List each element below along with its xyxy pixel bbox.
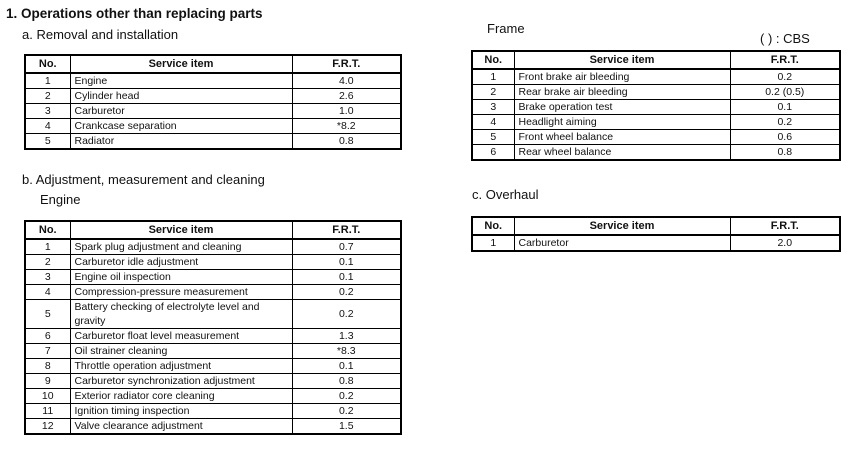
- row-number: 1: [25, 73, 70, 89]
- header-no: No.: [472, 217, 514, 235]
- service-item: Front brake air bleeding: [514, 69, 730, 85]
- header-frt: F.R.T.: [292, 55, 401, 73]
- service-item: Battery checking of electrolyte level and gravity: [70, 300, 292, 329]
- table-row: [472, 145, 840, 161]
- table-row: [472, 100, 840, 115]
- service-item: Carburetor float level measurement: [70, 329, 292, 344]
- frt-value: 0.8: [292, 134, 401, 150]
- service-item: Oil strainer cleaning: [70, 344, 292, 359]
- table-row: [472, 115, 840, 130]
- frt-value: 1.0: [292, 104, 401, 119]
- header-service-item: Service item: [514, 51, 730, 69]
- service-item: Compression-pressure measurement: [70, 285, 292, 300]
- row-number: 10: [25, 389, 70, 404]
- row-number: 1: [472, 235, 514, 251]
- header-frt: F.R.T.: [730, 51, 840, 69]
- table-row: [25, 374, 401, 389]
- row-number: 4: [25, 285, 70, 300]
- row-number: 11: [25, 404, 70, 419]
- table-row: [25, 73, 401, 89]
- section-c-title: c. Overhaul: [472, 187, 539, 202]
- service-item: Valve clearance adjustment: [70, 419, 292, 435]
- frt-value: 0.2: [292, 389, 401, 404]
- removal-installation-table: [24, 54, 402, 150]
- row-number: 5: [25, 300, 70, 329]
- service-item: Front wheel balance: [514, 130, 730, 145]
- frt-value: *8.2: [292, 119, 401, 134]
- frt-value: 0.1: [292, 270, 401, 285]
- service-item: Engine: [70, 73, 292, 89]
- header-frt: F.R.T.: [292, 221, 401, 239]
- service-item: Spark plug adjustment and cleaning: [70, 239, 292, 255]
- row-number: 3: [472, 100, 514, 115]
- frame-subtitle: Frame: [487, 21, 525, 36]
- row-number: 6: [25, 329, 70, 344]
- frt-value: 1.5: [292, 419, 401, 435]
- header-frt: F.R.T.: [730, 217, 840, 235]
- frt-value: 0.8: [730, 145, 840, 161]
- table-row: [25, 344, 401, 359]
- table-row: [25, 134, 401, 150]
- service-item: Radiator: [70, 134, 292, 150]
- row-number: 8: [25, 359, 70, 374]
- frt-value: 0.2: [292, 300, 401, 329]
- service-item: Ignition timing inspection: [70, 404, 292, 419]
- row-number: 4: [25, 119, 70, 134]
- header-service-item: Service item: [70, 55, 292, 73]
- row-number: 12: [25, 419, 70, 435]
- row-number: 9: [25, 374, 70, 389]
- engine-subtitle: Engine: [40, 192, 81, 207]
- row-number: 2: [25, 89, 70, 104]
- frt-value: 0.1: [292, 359, 401, 374]
- table-row: [25, 104, 401, 119]
- service-item: Carburetor synchronization adjustment: [70, 374, 292, 389]
- table-row: [25, 89, 401, 104]
- service-item: Headlight aiming: [514, 115, 730, 130]
- table-row: [25, 329, 401, 344]
- table-row: [25, 119, 401, 134]
- cbs-note: ( ) : CBS: [760, 31, 810, 46]
- frt-value: 0.2: [292, 285, 401, 300]
- frt-value: 0.1: [730, 100, 840, 115]
- row-number: 3: [25, 270, 70, 285]
- table-row: [472, 130, 840, 145]
- row-number: 3: [25, 104, 70, 119]
- table-row: [25, 404, 401, 419]
- frt-value: 0.6: [730, 130, 840, 145]
- header-no: No.: [25, 221, 70, 239]
- table-row: [25, 239, 401, 255]
- table-row: [472, 85, 840, 100]
- row-number: 2: [25, 255, 70, 270]
- table-row: [472, 235, 840, 251]
- header-service-item: Service item: [514, 217, 730, 235]
- table-row: [25, 285, 401, 300]
- row-number: 6: [472, 145, 514, 161]
- frt-value: 0.7: [292, 239, 401, 255]
- frt-value: 0.1: [292, 255, 401, 270]
- overhaul-table: [471, 216, 841, 252]
- frt-value: 1.3: [292, 329, 401, 344]
- table-row: [25, 300, 401, 329]
- service-item: Carburetor: [514, 235, 730, 251]
- table-row: [25, 270, 401, 285]
- frt-value: 4.0: [292, 73, 401, 89]
- service-item: Cylinder head: [70, 89, 292, 104]
- service-item: Carburetor: [70, 104, 292, 119]
- frt-value: 0.2 (0.5): [730, 85, 840, 100]
- section-a-title: a. Removal and installation: [22, 27, 179, 42]
- row-number: 2: [472, 85, 514, 100]
- service-item: Crankcase separation: [70, 119, 292, 134]
- service-item: Brake operation test: [514, 100, 730, 115]
- table-row: [25, 255, 401, 270]
- service-item: Throttle operation adjustment: [70, 359, 292, 374]
- frt-value: 0.2: [730, 115, 840, 130]
- frame-table: [471, 50, 841, 161]
- row-number: 1: [25, 239, 70, 255]
- header-service-item: Service item: [70, 221, 292, 239]
- row-number: 7: [25, 344, 70, 359]
- service-item: Carburetor idle adjustment: [70, 255, 292, 270]
- table-row: [25, 419, 401, 435]
- row-number: 5: [25, 134, 70, 150]
- table-row: [25, 389, 401, 404]
- service-item: Exterior radiator core cleaning: [70, 389, 292, 404]
- frt-value: 2.6: [292, 89, 401, 104]
- engine-table: [24, 220, 402, 435]
- page-title: 1. Operations other than replacing parts: [6, 6, 263, 21]
- frt-value: 0.2: [292, 404, 401, 419]
- service-item: Rear wheel balance: [514, 145, 730, 161]
- service-item: Engine oil inspection: [70, 270, 292, 285]
- table-row: [472, 69, 840, 85]
- frt-value: *8.3: [292, 344, 401, 359]
- service-item: Rear brake air bleeding: [514, 85, 730, 100]
- header-no: No.: [472, 51, 514, 69]
- frt-value: 0.2: [730, 69, 840, 85]
- table-row: [25, 359, 401, 374]
- section-b-title: b. Adjustment, measurement and cleaning: [22, 172, 265, 187]
- row-number: 5: [472, 130, 514, 145]
- header-no: No.: [25, 55, 70, 73]
- row-number: 4: [472, 115, 514, 130]
- frt-value: 2.0: [730, 235, 840, 251]
- frt-value: 0.8: [292, 374, 401, 389]
- row-number: 1: [472, 69, 514, 85]
